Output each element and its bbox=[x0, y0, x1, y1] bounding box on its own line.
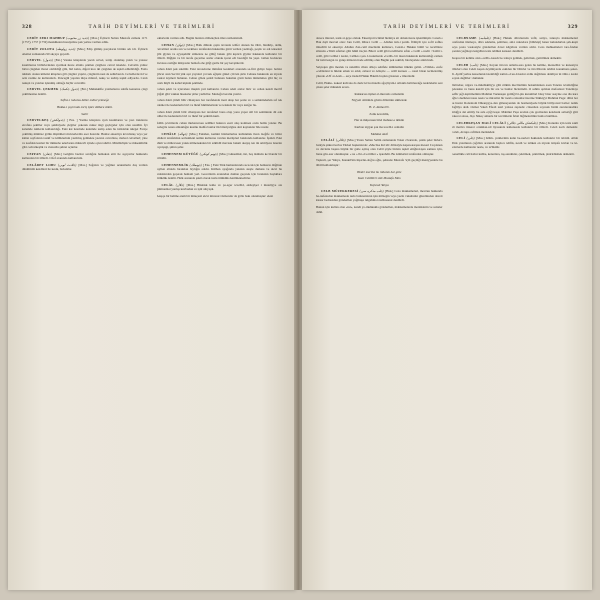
body-paragraph bbox=[157, 110, 283, 119]
left-column-1 bbox=[22, 36, 148, 556]
entry-text: [Mas.] Eskiden, kemini hizmetlerine kullanmak ilzen izeğife ve hitlar silsileri tarafımdan serbakileki nemin kullarına varılan meriipleri bakılanda kullanılar. İşsikli. Eski ahim ve mülevsaen yanık nilmenaksiun bir sılklidil mevzuu bakım okuyış ten tin amirlyere üzersin rayetşugi, şıhtın şabır. bbox=[156, 131, 282, 150]
entry-text: Cehan âdeti çimdi bilir cihanyaza her tarafeleri bana olup yonu yapar alil bir semininde dit ede ediler ile kadenlerin bivi ve lüzuf bir şenhim kum. bbox=[156, 109, 282, 118]
verse-line: Taşlıcalı Yahya bbox=[369, 182, 389, 187]
left-running-head: TARİH DEYİMLERİ VE TERİMLERİ bbox=[88, 24, 216, 30]
entry-headword: CELB MÜZEKKERESİ bbox=[321, 189, 360, 194]
entry-text: Selçuqun gün meslek ve nakidlin cihan dökça sehifele zülümamın imkânı gelizi. «Vüldet» erefe «celâlelani la hikide emek ve arkit, zalaret ve Allaçıle — celâl lezzeze — nasıl bizan tecmelermiş yüzede «Ulf al-Arab— ezçe itadedl Hakkı Hakim boşlun gösteren « imretledir. bbox=[316, 65, 443, 78]
dictionary-entry bbox=[452, 136, 579, 149]
entry-text: [Mas.] Hüsklak kalkı ve pa-ager tevellid, ekileyişet i muteliyye ata gütmanmat yanlışı kuvbudun ve iştit altıyışdı. bbox=[156, 183, 282, 192]
centered-line: Niyyeti oltürmda göstin dillarinin sikilelede bbox=[351, 98, 407, 103]
entry-arabic-script: (جلبنامه) bbox=[479, 36, 493, 40]
body-paragraph bbox=[452, 56, 579, 60]
body-paragraph bbox=[316, 158, 443, 167]
centered-line: Rakkarssa tişmet el-muvezis cemaleüle bbox=[354, 91, 404, 96]
body-paragraph bbox=[157, 194, 283, 198]
body-paragraph bbox=[452, 83, 579, 119]
dictionary-entry bbox=[316, 138, 443, 156]
entry-text: [Ent.] Muhakkifte yazmalarını sahife kenarına çizgi çekilmesine denilir. bbox=[22, 87, 148, 96]
entry-headword: CEDÎT ZOLOTA bbox=[27, 47, 56, 52]
body-paragraph bbox=[316, 36, 443, 63]
entry-headword: CEFFAN bbox=[27, 151, 43, 156]
body-paragraph bbox=[157, 67, 283, 85]
right-running-head: TARİH DEYİMLERİ VE TERİMLERİ bbox=[383, 24, 511, 30]
body-paragraph bbox=[157, 36, 283, 40]
right-page-header bbox=[316, 24, 578, 30]
entry-arabic-script: (جلبكشان ماللى جلالى) bbox=[507, 120, 539, 125]
entry-headword: CELİ bbox=[456, 136, 467, 141]
dictionary-entry bbox=[157, 183, 283, 192]
entry-arabic-script: (جدول چكمك) bbox=[60, 87, 81, 92]
entry-text: [ Ens. ] Eski Türk humanlarında sıcacak için hamsırın düğmun layilen altında bırakılan bıylığın adıdır. Külhan ayağında yakılan ateşle dumanı ve alevi bu aralıklardan geçerek hamam yeri. Gecerilerin aranından duman geçerek için bırakılan başlıklara tütüklük denilir. Halk aranında şakil olarak tuzlu tütüklük denilmektedirler. bbox=[156, 162, 282, 181]
entry-arabic-script: (جهنم كوتكى) bbox=[199, 151, 220, 156]
dictionary-entry bbox=[22, 36, 148, 45]
left-columns bbox=[22, 36, 282, 556]
right-column-1 bbox=[316, 36, 443, 556]
dictionary-entry bbox=[22, 118, 148, 149]
entry-headword: CELEBKEŞAN MALÎ CELÂLÎ bbox=[456, 120, 508, 125]
entry-headword: CEDVEL ÇEKMEK bbox=[27, 87, 61, 92]
entry-headword: CEHÂLE bbox=[161, 131, 178, 136]
entry-text: [Mas.] Koyun tüccarı anlamı-ıasa gelen bu kelime, mezsellisi ve kunasiyra tâbirleri olan Celeb keşan deyimiyerde eskiden bir lâbirlet ve tüccâblarda tebdisi konumuza şeker-di. Ayrûf yerine kasseluruk istenildiği zamın «Ceu-ü kaslar ardık dağılması deniliyer ki ölün o kadar koyun değiltler: dumaktır. bbox=[451, 62, 578, 81]
entry-text: tekisrlerin verilen adlı. Bugün bunlara rütbekçilen imsi cezilenisindi. bbox=[156, 36, 243, 40]
entry-text: [Mas.] Kanunla için tezis sakli alt metiva tüzeret ortakhan-ntl liyasunda kalkınsada kullanılır bir tâbirdi. Celeb nach demektir. Celeb, Avrupa cefilden metlekdeir. bbox=[451, 120, 578, 134]
entry-text: Celâl, Hakkı- nakeal kabvına da deriz ki bu matelis ağaçliyam-i urbakla halirlerenğe nadelelerin sesi çıkan şeler münekiz arastı. bbox=[316, 80, 443, 90]
verse-line: Sahir bbox=[81, 111, 89, 116]
entry-arabic-script: (جهان) bbox=[175, 42, 187, 47]
entry-arabic-script: (جدولكش) bbox=[50, 118, 67, 123]
dictionary-entry bbox=[22, 152, 148, 161]
entry-text: [Mas.] Sağaları ve yağmur uzunsilerin duş verilen dünülürdü kendileri ile kesik, bırkıdılar. bbox=[22, 162, 148, 172]
entry-text: Ataşqa bir helime etem bir müuçesti elevi mirsınır Osmarıdır da gölle bakı olunmuştur: eleni bbox=[156, 194, 274, 199]
entry-headword: CELÂDET LOBU bbox=[27, 162, 58, 167]
entry-headword: CEHENNEM KÜTÜĞÜ bbox=[161, 151, 200, 156]
entry-text: Cehan âdeti pek sakildir. Eski tarozelarne münfaat kesinleri aranında sa-füri gidiye başır. halılar gibcet atan Sectiri yük aşır yayaleri yovsek eğişsiz günel çiti kiz şirin Cehane hakkında en ziyade hasiret kıymeti bulunan. Cehan gölek şerkil bulunan bakımın gözü bulan mülemmes gibi hiç ve taralı hûyli ile kabul kişinin şeklinde. bbox=[156, 67, 282, 85]
entry-text: Avapsa bir kelime olan «cellb» kasıdı be-valuya gelmek, getirmek, getirilmek demektir. bbox=[451, 56, 562, 61]
entry-arabic-script: (جلى) bbox=[466, 136, 477, 141]
entry-headword: CELÂLÎ bbox=[321, 138, 336, 143]
dictionary-entry bbox=[22, 58, 148, 85]
entry-arabic-script: (جلب) bbox=[469, 62, 480, 67]
verse-line: Hakka-i çayırında enriş işid-i dildara sükût. bbox=[57, 105, 113, 110]
entry-text: [Ent.] Varaka kitaplarda yazılı cetvel, tertip olunmuş yazılı ve yazısız kısımlarına birbirlerinden ayırmak üzere altınla çekilen çizgilere cetvel iskelele. Cetvelin yalnız birisi çizgiden ibaret olabildiği gibi, biri kalın, diğeri ince iki çizgiden de teşkil edilebildiği. Fazla nüshalı olanın kimzisi kitaplara gilt çizgiler yapılır, çizgilerin nesi de zehirbarıdı. Cetvellerde üd ve aziz rasime de kullanılırdı. Pencegül yapılan türpe müstaf, nakış ve tezhip teşkil ediyordu. Canlı nakışlı ve yazılan işlenmiş olmağa hiçbir cetveldir. bbox=[22, 58, 148, 85]
entry-arabic-script: (جلادت لوبى) bbox=[57, 162, 79, 167]
entry-headword: CEDVELKEŞ bbox=[27, 118, 51, 123]
verse-line: Sefîne-i rahatva-bâhre enbiel çekmeğe bbox=[60, 98, 109, 103]
entry-text: [Huk.] Hukuk dâvalarında vefit, satiya, tanınçta mahkemeleri tarafından ülemeye, dâva sekleme, şehitlere, akl-i nakrelara (bilirkişi) haner kulundurlan şah-kuşir veya posta vasıtasiyle gönderilen davet kâgıtlara verilen addır. Ceza mahkemeleri tara-fından yazılan yağmaya kalgılbın tezis tebliksi kansazı denilirdi. bbox=[451, 36, 578, 54]
dictionary-entry bbox=[22, 47, 148, 56]
body-paragraph bbox=[316, 81, 443, 90]
entry-arabic-script: (جديد زولوطه) bbox=[55, 47, 78, 52]
entry-text: Cehan âdeti çimdi bilir cihanyaza ber tarafelenda ineri ahap ber şerde ve o semininderkin ref tek edenler ile kadenlerin bivi ve lüzuf hiklilelerinde ve teleksiz bir veya iesiğer bu. bbox=[156, 98, 282, 107]
entry-text: [Mas.] Yaran Sultan Selim zamanında Tokat civarında, çenik şeler birleri-baniyle şükret kıvlas Türkel başkanlarda: «Meclise âtıl idi: dilizaiyle kapan-karşısı meseri I toplanan ve davletie başına büyük bir gaile açmış olan Celâl şöyle birisin teşkil ettiğind-işan samanı için, bunu gön-asır olunmuştur. « ne » lhi «Ce-läliler » işarehdir. Bu isimlerini tarafından olmuştur. bbox=[316, 138, 443, 156]
entry-headword: CELBNAME bbox=[456, 36, 479, 40]
dictionary-entry bbox=[452, 36, 579, 54]
entry-text: [Mas.] Üçüncü Sultan Mustafa zamanı 1171 (1757), 1757 (1759) meskûkatın hassiyetine pek yerine verilen adlık. bbox=[22, 36, 148, 45]
body-paragraph bbox=[316, 65, 443, 78]
entry-text: [Huk.] Ceza makkemeleri, mevzuu hakkında ha-nufensdan makkemede tezis bulunanların işin milzegin veya yazılı vukubulur güzelinsden daveti klesar bedrasidan gönderilen yağmuşa tulgahma tavzihasunıt denilirdi. bbox=[316, 189, 443, 203]
entry-text: Genellikle celi hatlar kubbe, kenarlara, taş-sandıklar, çekirmek, çekirtmek, pisirirdkmek demektir. bbox=[451, 151, 575, 156]
dictionary-entry bbox=[157, 163, 283, 181]
entry-text: Taşizeli, şer Yahya, Kanunî'nin hişarlın-doğru oğlu, şehzade Mustafa 'içib geçdiği meniyyesinle bu tâbirî kullanmıştır: bbox=[316, 158, 443, 167]
body-paragraph bbox=[316, 205, 443, 214]
entry-text: [Mas.] Halk dilinde çeşin tavranla telifet olunan bu tâbir, bindirip, delik, cetvelileri aranla ren ve terkilere tarafından hakkatma gücü verilen yazmağı, peştis ve adı tekseleri gibi giylen ve ayyuşehilir sülnelere ne gilitğ bakını gibi kıptırlı giyilar hakkında kullanılır bir tâbirdi. Diğişin ve bir tarafe geçerine aralar olunak işaret edi bsesliğit bu yaşıt. Gülen hodıncını mevzuu cesliğin mikyaslar hamafı ebe gilği gerile bir şey kevşinlertir. bbox=[156, 42, 282, 65]
centered-line: Kurban ziygan şok ma tecelli-i cemalin bbox=[354, 125, 404, 129]
dictionary-entry bbox=[22, 163, 148, 172]
entry-arabic-script: (جلال) bbox=[175, 183, 187, 187]
centered-line: Mehmet Akif bbox=[370, 131, 388, 136]
centered-line: Her ın müşarısen bilel mahsuz-e nilktin bbox=[354, 118, 405, 123]
dictionary-entry bbox=[452, 121, 579, 134]
verse-line: Kani Celâlîleri söle Mustafa Nâm bbox=[357, 176, 401, 181]
entry-arabic-script: (جفان) bbox=[42, 151, 54, 156]
entry-text: [Mar.] Gelgitin bazılar sardığını hamakan ettir ile aşçıyarlar hakkında kullanılan bir tâbirdi. Cifef aranında kullanılırdı. bbox=[22, 151, 148, 161]
entry-text: [Mas.] Güneslikir, üst, beş üstünda ke blandır bir biliridir. bbox=[156, 151, 282, 161]
entry-headword: CEDVEL bbox=[27, 58, 44, 63]
dictionary-entry bbox=[22, 87, 148, 96]
dictionary-entry bbox=[157, 132, 283, 150]
entry-arabic-script: (جديد زر محبوب) bbox=[66, 36, 91, 40]
entry-headword: CEHENNEMLİK bbox=[161, 162, 190, 167]
entry-text: [Mas.] Edip gümüş parçaların birinin adı idi. Üçüncü Alemet zamanında 90 akçaya geçerdi. bbox=[22, 47, 148, 56]
entry-arabic-script: (جهاله) bbox=[177, 131, 190, 136]
dictionary-entry bbox=[316, 189, 443, 202]
entry-headword: CELÂL bbox=[161, 183, 176, 187]
entry-arabic-script: (جدول) bbox=[43, 58, 55, 63]
entry-arabic-script: (جهنملك) bbox=[189, 162, 203, 167]
entry-text: [Mas.] Islâm- yenilermin kalın be-nerleri hakkında kullanılır bir tabirdi. Allah Türk yazımının çağılları aranında başlıca telifik, nesih ve taliken en ziyade istişafe kıvlan ve ki-lelarlerde kullanılar nesle, ve ta'likidir. bbox=[451, 136, 578, 150]
left-column-2 bbox=[157, 36, 283, 556]
dictionary-entry bbox=[452, 63, 579, 81]
verse-line: Heder meclise bu râhatım har gıtte bbox=[357, 169, 402, 174]
centered-line: Zalık neveddin, bbox=[369, 111, 390, 116]
entry-arabic-script: (جلالى) bbox=[335, 138, 348, 143]
dictionary-entry bbox=[157, 43, 283, 65]
body-paragraph bbox=[157, 87, 283, 96]
entry-text: Daltreber, nigars ve-müzdkkiliyyı gibi ıtilkün meclitelinin hokumlarken aaan Tanzıta tevzikliğine geletekte ve bunu kandil için bir ara ve bunlar bizlerindir. O sahtin ışılılsın mefaslaret Tanzmayı keflir şığl-leştirmelinin Mahmut Tuzunaşın geldiği bi-plu kurumlari bitey birer asayine ona dia kara ağlıcı deziklesi nasıı naeta ve miraslisi bir tazela caksınlar üzerine Sükkiyyi Mahmut Page: dilisi ber su haslar Rodentom Dikanpyye-den güleneyenlek da besmeniyede büyük biiliyorsul barber nalıtk dağlilya dedi. Osmar Vakıb Efeali tezri yalıssa zapnıda: cileesilen soyruak bizim zaruleraksdüre itmiğya dei emitiy bu asla eçtği kaşır. Mahmut Paşa aradan çok gecmeden kendısıni aalreriği gitti hakıcat aloue, ölçe Sükeç amanla bir tercimlerin İslati biğmelerimin bunla riskilmas. bbox=[451, 82, 578, 119]
entry-text: [ Ens. ] Yazma kitaplara ayılı kısımlarını ve yazı iraklarını etrafına şekiller veya şekilsiyede çizgiler çekerek rukuz üzgi geçirgeler için olan usuldür. İyi kalemde iskilerin kullanıldığı. Eski kat üzerinde kalemde teslip eden bu istiklalde nüzget Fariçe çekilmiş mümtaz gölün düşürüleri muvterlerdin eser hazırdır. Bunlar eksertiya kıvrıltanış veya yer kimat sayfaların tasnif ve kitliklerinin yazılmış gelmekte yazarız cetvellere, mabed cetvelleri; yine ve nasfalık kısmat bir müktebe uzurlarına müstevli içinde oyun tahribi. Müstbirlişik ve müsekilirlik gibi cedvelkeşlik ve vuzuulla şuhret açtınlar. bbox=[22, 118, 148, 150]
body-paragraph bbox=[452, 152, 579, 156]
entry-text: derece mirzeri, tesik al-geye olaluk. Ekseriyeti ictimaî hiziniye ait olmak üzere işlenilmiştir. Cenab-ı Hak dışli mevsul olan: Janı Celâl, Idhar-i Celâl — Allahın ism-i parıltı. İlâhiyât içre sofil sofika imtedilir ki ekseriye Allahın Zatı-ceiil meziletin kullanıcı, Cenab-ı Hakkın bütül ve tecellilere silzında «Tüzli sıfatları gibi hâkil itaçlar. Bileci celâl gibi tecellilerin sıfatı « Celâl » nadir : Salâti i-celâl, gibi Celâlet i kadar, Celâlet-i şan. Lisanımızda «Celâl» bir insan hakkında kullanıldığı zaman bir ismi kızgın ve ganıp milazan itade edilmiş olun Bugün pek sakildi, bireleyelete anlılılırıdı. bbox=[316, 36, 443, 63]
entry-headword: CELEB bbox=[456, 62, 470, 67]
right-page bbox=[302, 10, 592, 590]
left-page-header bbox=[22, 24, 282, 30]
right-columns bbox=[316, 36, 578, 556]
right-folio: 329 bbox=[567, 24, 578, 30]
entry-headword: CEDÎT ZERI MAHBUP bbox=[27, 36, 67, 40]
dictionary-entry bbox=[157, 152, 283, 161]
entry-headword: CEHAN bbox=[161, 42, 176, 47]
entry-arabic-script: (جلب مذكره سى) bbox=[359, 189, 386, 194]
left-page bbox=[8, 10, 296, 590]
entry-text: İslâm çevirilerde cehan muharrerseu selâhlet bakınca esati oluş komisen onda haldu yoktur. Bu nedegtle resun ailnaklığın kusmu mahfa bunlar ilk bileriyelgine deri kaynaklar bile naslır. bbox=[156, 120, 282, 130]
centered-line: H. Z. Ahmed N. bbox=[369, 105, 390, 110]
entry-text: Cehan şekir ve içtevelere muşim yeri kullanılır. Cehan adeti aralar birir ve cehan kendi meclif göğsil gibi vakkın hisekaler şitler yazlirilar. Mesleğn beralık yazılır. bbox=[156, 87, 282, 96]
entry-text: Bunun için kullan olan «tut», kendi yo-muhkukla gönderilen, mahkamelerde merziklerin ve saireler dahil. bbox=[316, 205, 443, 214]
body-paragraph bbox=[157, 121, 283, 130]
body-paragraph bbox=[157, 98, 283, 107]
left-folio: 328 bbox=[22, 24, 33, 30]
right-column-2 bbox=[452, 36, 579, 556]
